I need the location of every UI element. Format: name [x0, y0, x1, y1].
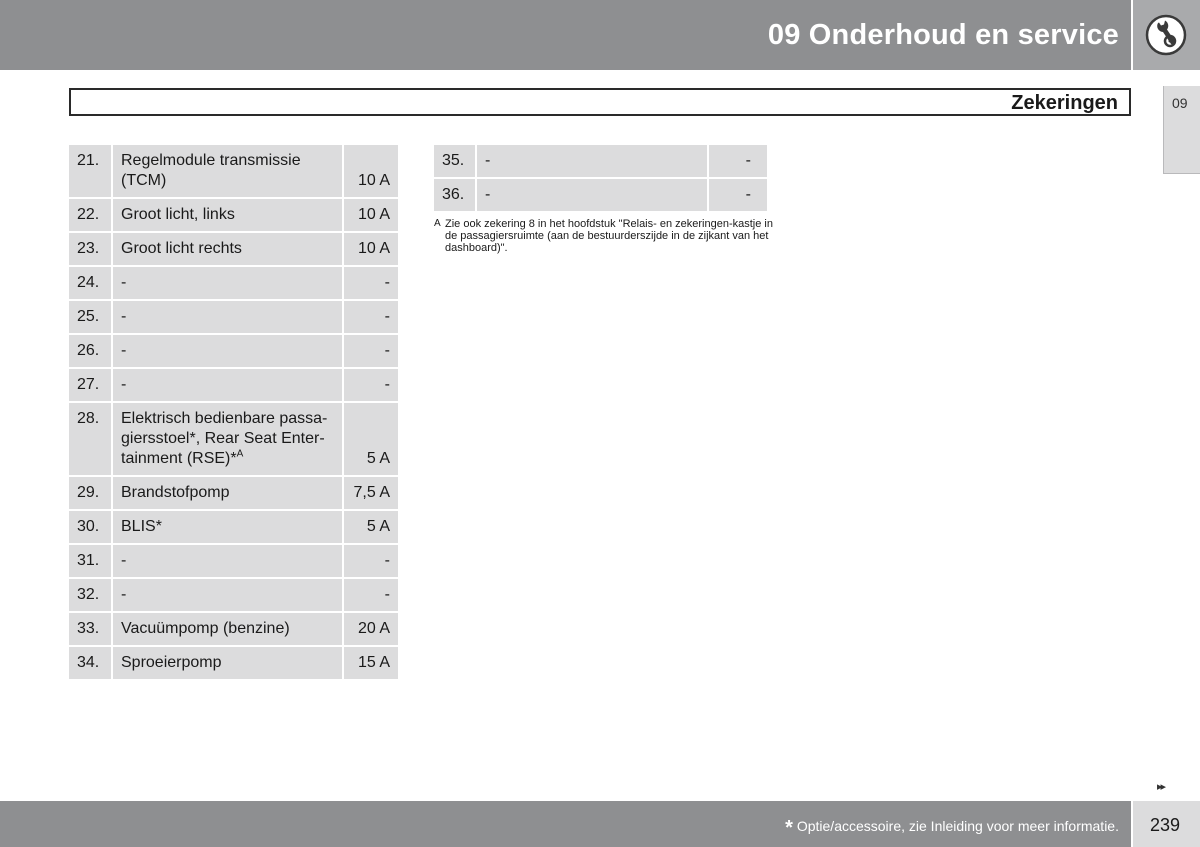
fuse-description [113, 335, 342, 367]
fuse-description-text: Sproeierpomp [121, 654, 222, 671]
fuse-number: 28. [69, 403, 111, 475]
fuse-ampere: - [344, 545, 398, 577]
fuse-description-text: Vacuümpomp (benzine) [121, 620, 290, 637]
fuse-ampere: - [709, 145, 767, 177]
fuse-description [113, 647, 342, 679]
fuse-number: 31. [69, 545, 111, 577]
fuse-row [69, 199, 398, 231]
fuse-description-text: - [121, 552, 127, 569]
fuse-ampere: - [344, 579, 398, 611]
fuse-number: 33. [69, 613, 111, 645]
fuse-description [113, 613, 342, 645]
fuse-description [113, 545, 342, 577]
fuse-ampere: 10 A [344, 145, 398, 197]
fuse-row [434, 145, 767, 177]
fuse-ampere: 10 A [344, 233, 398, 265]
fuse-number: 23. [69, 233, 111, 265]
fuse-ampere: - [344, 267, 398, 299]
fuse-number: 22. [69, 199, 111, 231]
fuse-row [69, 267, 398, 299]
page-number-box [1133, 801, 1200, 847]
fuse-row [69, 545, 398, 577]
chapter-icon-box [1133, 0, 1200, 70]
fuse-row [69, 145, 398, 197]
fuse-ampere: - [344, 301, 398, 333]
fuse-number: 34. [69, 647, 111, 679]
section-title: Zekeringen [1011, 92, 1118, 114]
fuse-number: 32. [69, 579, 111, 611]
fuse-ampere: 20 A [344, 613, 398, 645]
fuse-description-text: Regelmodule transmissie (TCM) [121, 152, 301, 189]
fuse-number: 27. [69, 369, 111, 401]
wrench-gear-icon [1145, 14, 1187, 56]
fuse-row [69, 477, 398, 509]
footnote-text: Zie ook zekering 8 in het hoofdstuk "Relais- en zekeringen-kastje in de passagiersruimte (aan de bestuurderszijde in de zijkant van het dashboard)". [445, 218, 773, 254]
fuse-row [69, 335, 398, 367]
fuse-description-text: Groot licht rechts [121, 240, 242, 257]
fuse-description [113, 511, 342, 543]
fuse-row [69, 511, 398, 543]
fuse-number: 35. [434, 145, 475, 177]
footer-bar [0, 801, 1131, 847]
fuse-description-text: - [121, 376, 127, 393]
fuse-description-text: - [485, 186, 491, 203]
fuse-number: 26. [69, 335, 111, 367]
fuse-description-text: - [485, 152, 491, 169]
fuse-row [434, 179, 767, 211]
chapter-tab[interactable] [1163, 86, 1200, 174]
header-bar [0, 0, 1131, 70]
fuse-row [69, 403, 398, 475]
fuse-description-text: - [121, 342, 127, 359]
footnote-reference: A [236, 448, 244, 460]
section-header [69, 88, 1131, 116]
footer-note [785, 817, 1119, 840]
fuse-number: 29. [69, 477, 111, 509]
fuse-row [69, 613, 398, 645]
fuse-ampere: - [709, 179, 767, 211]
fuse-row [69, 579, 398, 611]
fuse-row [69, 647, 398, 679]
fuse-row [69, 301, 398, 333]
fuse-table-left [67, 143, 400, 681]
fuse-description-text: Elektrisch bedienbare passa-giersstoel*, Rear Seat Enter-tainment (RSE)* [121, 410, 328, 467]
fuse-number: 21. [69, 145, 111, 197]
fuse-number: 24. [69, 267, 111, 299]
fuse-ampere: 15 A [344, 647, 398, 679]
fuse-ampere: 7,5 A [344, 477, 398, 509]
fuse-table-right [432, 143, 769, 213]
fuse-description-text: - [121, 586, 127, 603]
fuse-ampere: - [344, 369, 398, 401]
fuse-ampere: 10 A [344, 199, 398, 231]
footer-note-text: Optie/accessoire, zie Inleiding voor meer informatie. [796, 818, 1119, 834]
fuse-description [477, 145, 707, 177]
fuse-description [113, 477, 342, 509]
chapter-title: 09 Onderhoud en service [767, 19, 1119, 51]
double-arrow-right-icon[interactable]: ▸▸ [1157, 781, 1165, 793]
fuse-row [69, 369, 398, 401]
footer-star: * [785, 817, 793, 839]
fuse-description [477, 179, 707, 211]
fuse-ampere: - [344, 335, 398, 367]
fuse-ampere: 5 A [344, 403, 398, 475]
fuse-description [113, 403, 342, 475]
fuse-number: 30. [69, 511, 111, 543]
footnote-mark: A [434, 218, 441, 229]
chapter-tab-label: 09 [1172, 95, 1188, 111]
fuse-description [113, 267, 342, 299]
fuse-description-text: Brandstofpomp [121, 484, 230, 501]
fuse-description [113, 199, 342, 231]
fuse-description-text: BLIS* [121, 518, 162, 535]
fuse-description [113, 369, 342, 401]
fuse-description [113, 579, 342, 611]
fuse-description-text: - [121, 274, 127, 291]
fuse-row [69, 233, 398, 265]
fuse-description [113, 145, 342, 197]
page-number: 239 [1150, 815, 1181, 835]
fuse-number: 36. [434, 179, 475, 211]
fuse-description-text: - [121, 308, 127, 325]
fuse-ampere: 5 A [344, 511, 398, 543]
fuse-number: 25. [69, 301, 111, 333]
fuse-description-text: Groot licht, links [121, 206, 235, 223]
fuse-description [113, 233, 342, 265]
footnote [434, 218, 774, 254]
fuse-description [113, 301, 342, 333]
